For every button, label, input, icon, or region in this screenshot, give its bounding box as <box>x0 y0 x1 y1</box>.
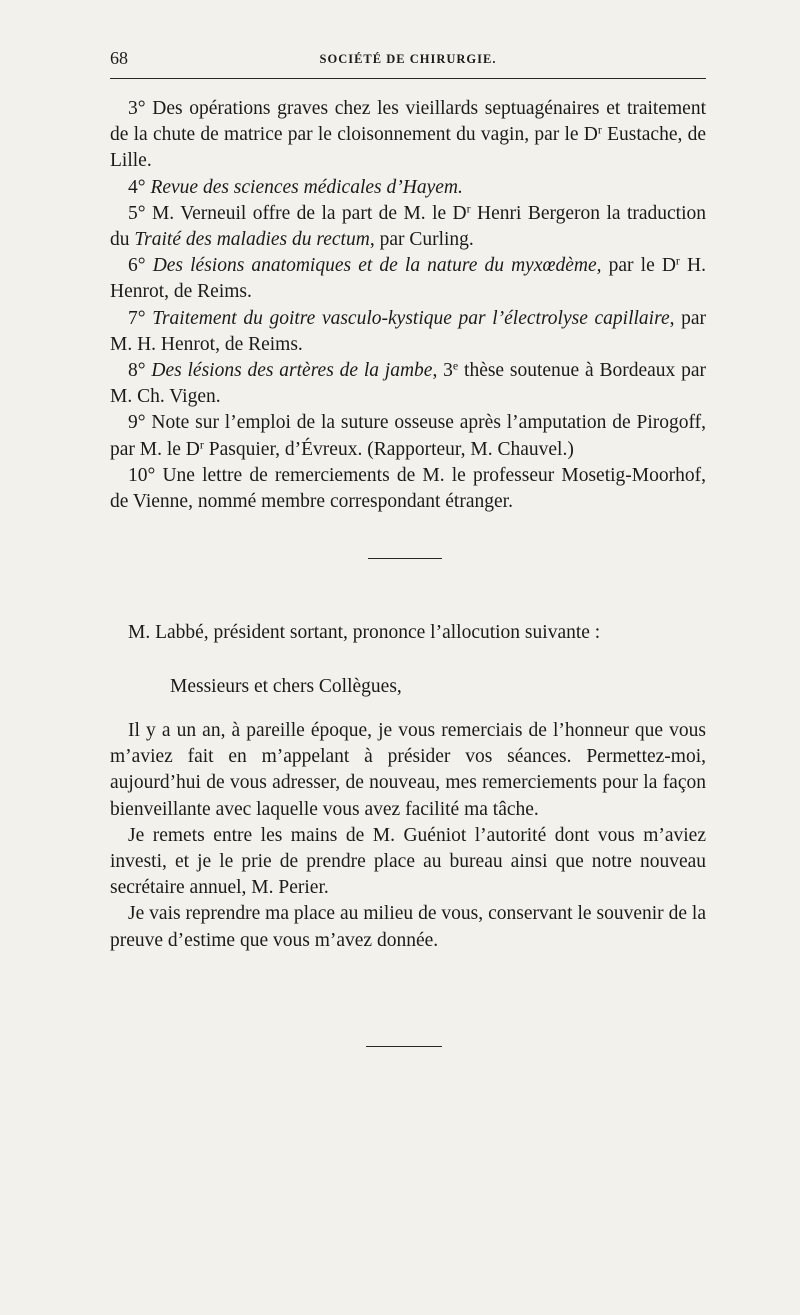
speech-paragraph: Je remets entre les mains de M. Guéniot l’autorité dont vous m’aviez investi, et je le prie de prendre place au bureau ainsi que notre nouveau secrétaire annuel, M. Perier. <box>110 824 706 899</box>
speech-paragraph: Il y a un an, à pareille époque, je vous remerciais de l’honneur que vous m’aviez fait en m’appelant à présider vos séances. Permettez-moi, aujourd’hui de vous adresser, de nouveau, mes remerciements pour la façon bienveillante avec laquelle vous avez facilité ma tâche. <box>110 720 706 820</box>
list-item-6: 6° Des lésions anatomiques et de la nature du myxœdème, par le $D^r$ H. Henrot, de Reims. <box>110 253 706 303</box>
speech-paragraph: Je vais reprendre ma place au milieu de vous, conservant le souvenir de la preuve d’estime que vous m’avez donnée. <box>110 903 706 951</box>
running-head: SOCIÉTÉ DE CHIRURGIE. <box>319 52 497 66</box>
page-header <box>110 48 706 72</box>
speech-salutation: Messieurs et chers Collègues, <box>170 676 402 697</box>
speech-body <box>110 718 706 954</box>
list-item-5: 5° M. Verneuil offre de la part de M. le $D^r$ Henri Bergeron la traduction du Traité des maladies du rectum, par Curling. <box>110 201 706 251</box>
header-rule <box>110 78 706 79</box>
section-divider <box>368 558 442 559</box>
list-item-7: 7° Traitement du goitre vasculo-kystique par l’électrolyse capillaire, par M. H. Henrot, de Reims. <box>110 307 707 355</box>
list-item-3: 3° Des opérations graves chez les vieillards septuagénaires et traitement de la chute de matrice par le cloisonnement du vagin, par le $D^r$ Eustache, de Lille. <box>110 98 706 172</box>
list-item-4: 4° Revue des sciences médicales d’Hayem. <box>128 176 463 198</box>
end-divider <box>366 1046 442 1047</box>
list-of-communications <box>110 96 706 515</box>
list-item-10: 10° Une lettre de remerciements de M. le professeur Mosetig-Moorhof, de Vienne, nommé membre correspondant étranger. <box>110 464 706 513</box>
speech-intro: M. Labbé, président sortant, prononce l’allocution suivante : <box>128 622 601 643</box>
list-item-9: 9° Note sur l’emploi de la suture osseuse après l’amputation de Pirogoff, par M. le $D^r$ Pasquier, d’Évreux. (Rapporteur, M. Chauvel.) <box>110 412 706 460</box>
page-number: 68 <box>110 48 128 68</box>
list-item-8: 8° Des lésions des artères de la jambe, 3e thèse soutenue à Bordeaux par M. Ch. Vigen. <box>110 358 706 408</box>
